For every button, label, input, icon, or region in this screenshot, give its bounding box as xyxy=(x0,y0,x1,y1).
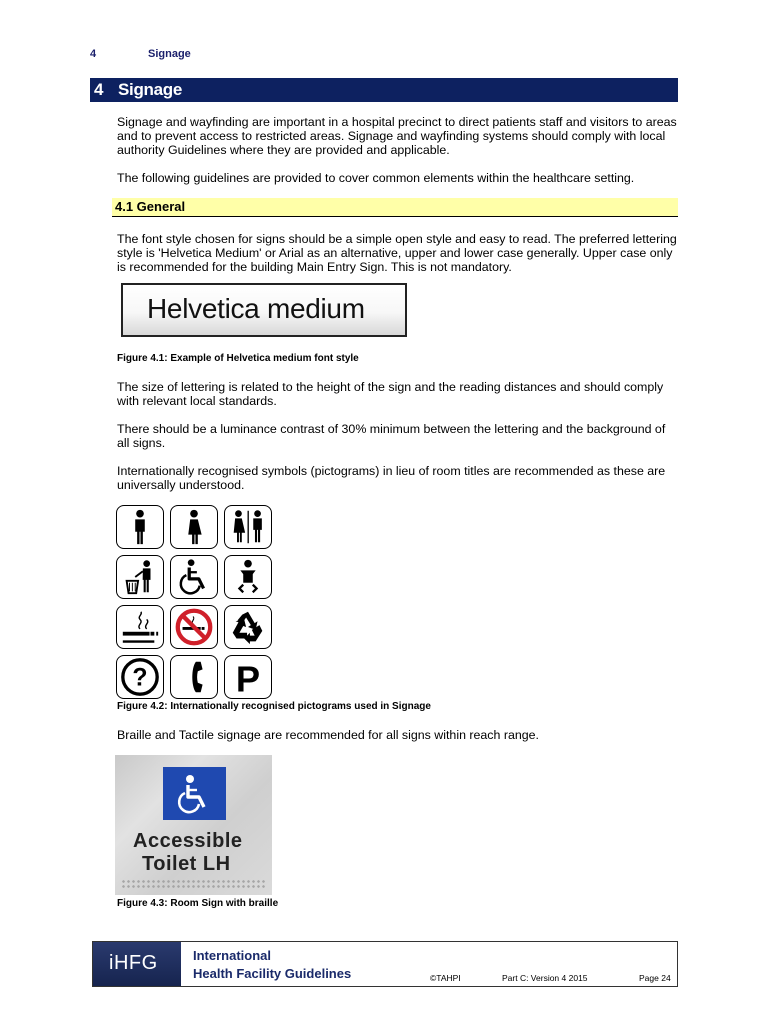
information-icon xyxy=(116,655,164,699)
wheelchair-symbol-icon xyxy=(163,767,226,820)
subsection-heading-bar xyxy=(112,198,678,217)
wheelchair-access-icon xyxy=(170,555,218,599)
footer-page-number: Page 24 xyxy=(639,973,671,983)
unisex-toilet-icon xyxy=(224,505,272,549)
helvetica-sample-image xyxy=(121,283,407,337)
sign-text-line2: Toilet LH xyxy=(142,853,231,875)
braille-sign-photo xyxy=(115,755,272,895)
running-header-title: Signage xyxy=(148,48,191,60)
subsection-title: 4.1 General xyxy=(115,199,186,214)
smoking-area-icon xyxy=(116,605,164,649)
baby-change-icon xyxy=(224,555,272,599)
paragraph-braille: Braille and Tactile signage are recommended for all signs within reach range. xyxy=(117,728,539,742)
logo-text: iHFG xyxy=(109,952,158,974)
paragraph-lettering-size: The size of lettering is related to the height of the sign and the reading distances and should comply with relevant local standards. xyxy=(117,380,664,409)
no-smoking-icon xyxy=(170,605,218,649)
litter-bin-icon xyxy=(116,555,164,599)
paragraph-contrast: There should be a luminance contrast of 30% minimum between the lettering and the background of all signs. xyxy=(117,422,666,451)
paragraph-intro: Signage and wayfinding are important in a hospital precinct to direct patients staff and visitors to areas and to prevent access to restricted areas. Signage and wayfinding systems should comply with local authority Guidelines where they are provided and applicable. xyxy=(117,115,677,158)
figure-caption-4-2: Figure 4.2: Internationally recognised pictograms used in Signage xyxy=(117,701,431,712)
footer-version: Part C: Version 4 2015 xyxy=(502,973,588,983)
svg-text:P: P xyxy=(235,658,261,698)
footer-org-line2: Health Facility Guidelines xyxy=(193,966,352,981)
footer-copyright: ©TAHPI xyxy=(430,973,461,983)
ihfg-logo xyxy=(93,942,181,986)
sign-text-line1: Accessible xyxy=(133,830,243,852)
female-toilet-icon xyxy=(170,505,218,549)
section-number: 4 xyxy=(94,80,104,99)
male-toilet-icon xyxy=(116,505,164,549)
figure-caption-4-1: Figure 4.1: Example of Helvetica medium font style xyxy=(117,353,359,364)
page-footer xyxy=(92,941,678,987)
footer-org-line1: International xyxy=(193,948,272,963)
section-heading-bar xyxy=(90,78,678,102)
parking-icon xyxy=(224,655,272,699)
paragraph-guidelines: The following guidelines are provided to cover common elements within the healthcare setting. xyxy=(117,171,635,185)
recycling-icon xyxy=(224,605,272,649)
svg-text:?: ? xyxy=(132,664,148,692)
helvetica-sample-text: Helvetica medium xyxy=(147,293,365,324)
braille-dots xyxy=(121,879,266,889)
paragraph-pictograms: Internationally recognised symbols (pictograms) in lieu of room titles are recommended as these are universally understood. xyxy=(117,464,666,493)
telephone-icon xyxy=(170,655,218,699)
section-title: Signage xyxy=(118,80,183,99)
running-header-number: 4 xyxy=(90,48,97,60)
figure-caption-4-3: Figure 4.3: Room Sign with braille xyxy=(117,898,279,909)
paragraph-font-style: The font style chosen for signs should be a simple open style and easy to read. The preferred lettering style is 'Helvetica Medium' or Arial as an alternative, upper and lower case generally. Upper case only is recommended for the building Main Entry Sign. This is not mandatory. xyxy=(117,232,677,275)
